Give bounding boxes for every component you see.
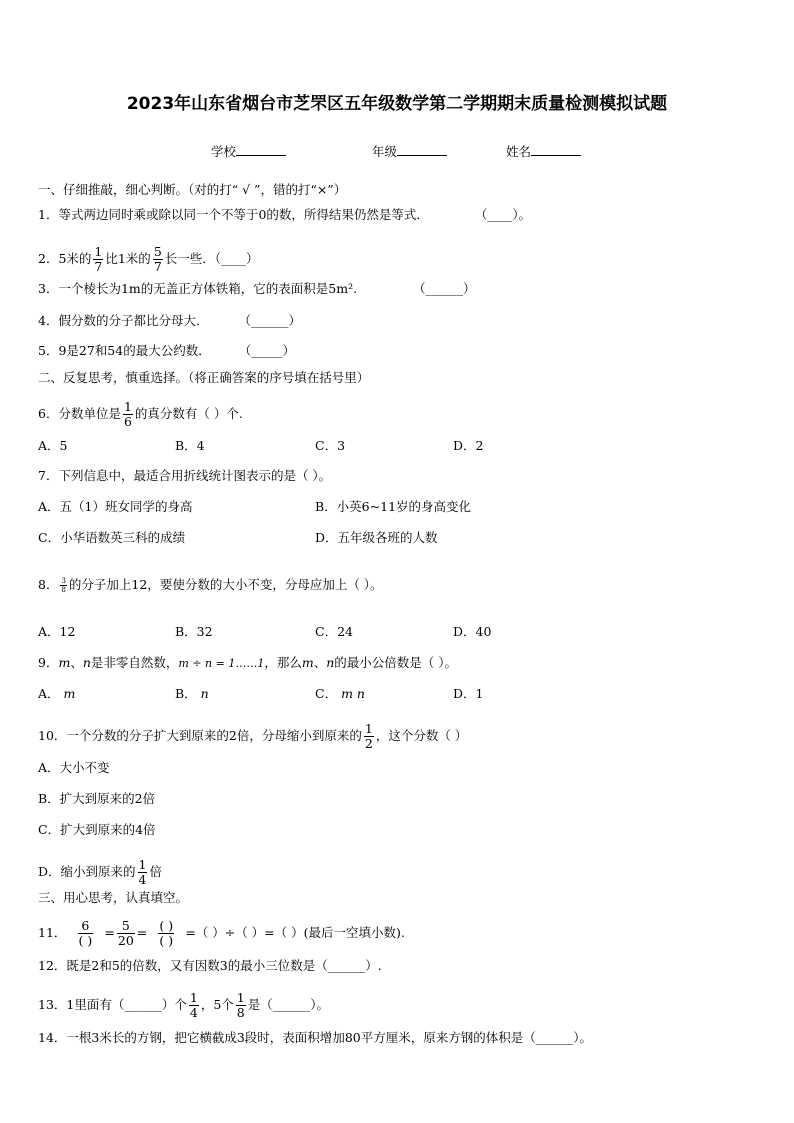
question-6-text-a: 6．分数单位是: [38, 406, 121, 421]
question-8: [38, 577, 383, 594]
question-2-text-b: 比1米的: [105, 251, 151, 266]
separator: 、: [70, 655, 83, 670]
q8-option-b[interactable]: B．32: [175, 624, 213, 639]
variable-m: m: [58, 655, 71, 670]
fraction-numerator: 5: [121, 918, 130, 933]
question-3-answer-paren[interactable]: （______）: [413, 281, 476, 296]
section-3-heading: 三、用心思考，认真填空。: [38, 890, 189, 905]
question-8-text-a: 8．: [38, 577, 59, 592]
fraction-1-4: [189, 991, 199, 1020]
fraction-1-7: [93, 245, 103, 274]
option-label: B．: [175, 686, 197, 701]
section-2-heading: 二、反复思考，慎重选择。（将正确答案的序号填在括号里）: [38, 370, 370, 385]
question-5-answer-paren[interactable]: （_____）: [238, 343, 295, 358]
q6-option-c[interactable]: C．3: [315, 438, 346, 453]
variable-n: n: [82, 655, 91, 670]
fraction-1-4: [138, 858, 148, 887]
fraction-numerator: 1: [364, 721, 373, 736]
variable-m: m: [301, 655, 314, 670]
question-2: [38, 245, 259, 274]
fraction-1-2: [364, 722, 374, 751]
q9-option-c[interactable]: [315, 686, 365, 702]
option-value: m n: [341, 686, 365, 701]
school-blank[interactable]: [236, 143, 286, 156]
q10-option-a[interactable]: A．大小不变: [38, 760, 110, 775]
question-5: [38, 343, 295, 359]
q6-option-a[interactable]: A．5: [38, 438, 68, 453]
q9-option-b[interactable]: [175, 686, 209, 702]
fraction-numerator: 5: [153, 244, 162, 259]
question-13-text-b: ，5个: [200, 997, 234, 1012]
question-12[interactable]: 12．既是2和5的倍数，又有因数3的最小三位数是（______）.: [38, 958, 382, 973]
q7-option-b[interactable]: B．小英6~11岁的身高变化: [315, 499, 472, 514]
name-field[interactable]: [506, 142, 581, 160]
question-2-text-a: 2．5米的: [38, 251, 92, 266]
grade-field[interactable]: [372, 142, 447, 160]
section-1-heading: 一、仔细推敲，细心判断。（对的打“ √ ”，错的打“×”）: [38, 182, 347, 197]
question-2-text-c: 长一些．（____）: [164, 251, 259, 266]
fraction-numerator: 1: [94, 244, 103, 259]
fraction-denominator[interactable]: ( ): [159, 933, 174, 948]
fraction-denominator: 8: [236, 1005, 245, 1020]
question-3: [38, 281, 476, 297]
fraction-numerator: 3: [61, 577, 66, 585]
q10-option-d[interactable]: [38, 858, 162, 887]
fraction-denominator: 4: [189, 1005, 198, 1020]
question-8-text-b: 的分子加上12，要使分数的大小不变，分母应加上（ ）。: [68, 577, 383, 592]
fraction-5-20: [117, 919, 135, 948]
equals-sign: =: [136, 925, 148, 940]
q9-option-a[interactable]: [38, 686, 75, 702]
question-11-text-a: 11．: [38, 925, 67, 940]
fraction-3-8: [60, 577, 66, 594]
question-1-answer-paren[interactable]: （____）。: [474, 207, 532, 222]
fraction-denominator: 6: [123, 414, 132, 429]
question-1: [38, 207, 531, 223]
name-blank[interactable]: [531, 143, 581, 156]
q8-option-c[interactable]: C．24: [315, 624, 353, 639]
question-1-text: 1．等式两边同时乘或除以同一个不等于0的数，所得结果仍然是等式．: [38, 207, 429, 222]
question-10-text-b: ，这个分数（ ）: [375, 728, 468, 743]
question-9-text-c: ，那么: [264, 655, 302, 670]
school-label: 学校: [211, 144, 237, 159]
question-14[interactable]: 14．一根3米长的方钢，把它横截成3段时，表面积增加80平方厘米，原来方钢的体积是（______）。: [38, 1030, 592, 1045]
q7-option-d[interactable]: D．五年级各班的人数: [315, 530, 438, 545]
school-field[interactable]: [211, 142, 286, 160]
fraction-denominator: 20: [117, 933, 134, 948]
question-13[interactable]: [38, 991, 329, 1020]
page-title: 2023年山东省烟台市芝罘区五年级数学第二学期期末质量检测模拟试题: [126, 94, 668, 114]
fraction-numerator: 1: [138, 857, 147, 872]
grade-blank[interactable]: [397, 143, 447, 156]
fraction-1-6: [123, 400, 133, 429]
q10-option-b[interactable]: B．扩大到原来的2倍: [38, 791, 156, 806]
fraction-5-7: [153, 245, 163, 274]
question-11: [38, 919, 405, 948]
q10-option-c[interactable]: C．扩大到原来的4倍: [38, 822, 156, 837]
q8-option-d[interactable]: D．40: [453, 624, 492, 639]
variable-n: n: [326, 655, 335, 670]
q9-option-d[interactable]: D．1: [453, 686, 484, 701]
fraction-denominator: 7: [94, 259, 103, 274]
q7-option-c[interactable]: C．小华语数英三科的成绩: [38, 530, 186, 545]
option-text: D．缩小到原来的: [38, 864, 136, 879]
q8-option-a[interactable]: A．12: [38, 624, 76, 639]
question-10: [38, 722, 467, 751]
fraction-denominator: 4: [138, 872, 147, 887]
q6-option-b[interactable]: B．4: [175, 438, 205, 453]
question-9-text-b: 是非零自然数，: [90, 655, 179, 670]
name-label: 姓名: [506, 144, 532, 159]
question-9: [38, 655, 457, 672]
option-value: n: [200, 686, 209, 701]
fraction-denominator[interactable]: ( ): [78, 933, 93, 948]
question-4-answer-paren[interactable]: （______）: [238, 313, 301, 328]
question-6-text-b: 的真分数有（ ）个.: [134, 406, 243, 421]
fraction-numerator: 1: [189, 990, 198, 1005]
question-4: [38, 313, 301, 329]
question-11-text-b[interactable]: =（ ）÷（ ）=（ ）(最后一空填小数).: [185, 925, 405, 940]
fraction-blank-blank: [149, 919, 183, 948]
option-label: C．: [315, 686, 338, 701]
question-5-text: 5．9是27和54的最大公约数．: [38, 343, 211, 358]
question-4-text: 4．假分数的分子都比分母大．: [38, 313, 209, 328]
fraction-denominator: 7: [153, 259, 162, 274]
option-value: m: [63, 686, 76, 701]
question-13-text-a: 13．1里面有（______）个: [38, 997, 187, 1012]
fraction-denominator: 2: [364, 736, 373, 751]
equals-sign: =: [104, 925, 115, 940]
q7-option-a[interactable]: A．五（1）班女同学的身高: [38, 499, 193, 514]
question-10-text-a: 10．一个分数的分子扩大到原来的2倍，分母缩小到原来的: [38, 728, 362, 743]
question-9-text-d: 的最小公倍数是（ ）。: [334, 655, 458, 670]
question-7: 7．下列信息中，最适合用折线统计图表示的是（ ）。: [38, 468, 332, 483]
fraction-1-8: [236, 991, 246, 1020]
separator: 、: [313, 655, 327, 670]
fraction-numerator: 1: [123, 399, 132, 414]
question-3-text: 3．一个棱长为1m的无盖正方体铁箱，它的表面积是5m².: [38, 281, 358, 296]
option-text-end: 倍: [149, 864, 162, 879]
fraction-6-blank: [68, 919, 102, 948]
fraction-numerator: 6: [81, 918, 90, 933]
q6-option-d[interactable]: D．2: [453, 438, 484, 453]
fraction-numerator: 1: [236, 990, 245, 1005]
question-9-text-a: 9．: [38, 655, 59, 670]
grade-label: 年级: [372, 144, 398, 159]
fraction-numerator[interactable]: ( ): [159, 918, 174, 933]
equation: m ÷ n = 1……1: [178, 657, 265, 670]
question-6: [38, 400, 243, 429]
fraction-denominator: 8: [61, 586, 66, 594]
question-13-text-c: 是（______）。: [247, 997, 329, 1012]
option-label: A．: [38, 686, 60, 701]
